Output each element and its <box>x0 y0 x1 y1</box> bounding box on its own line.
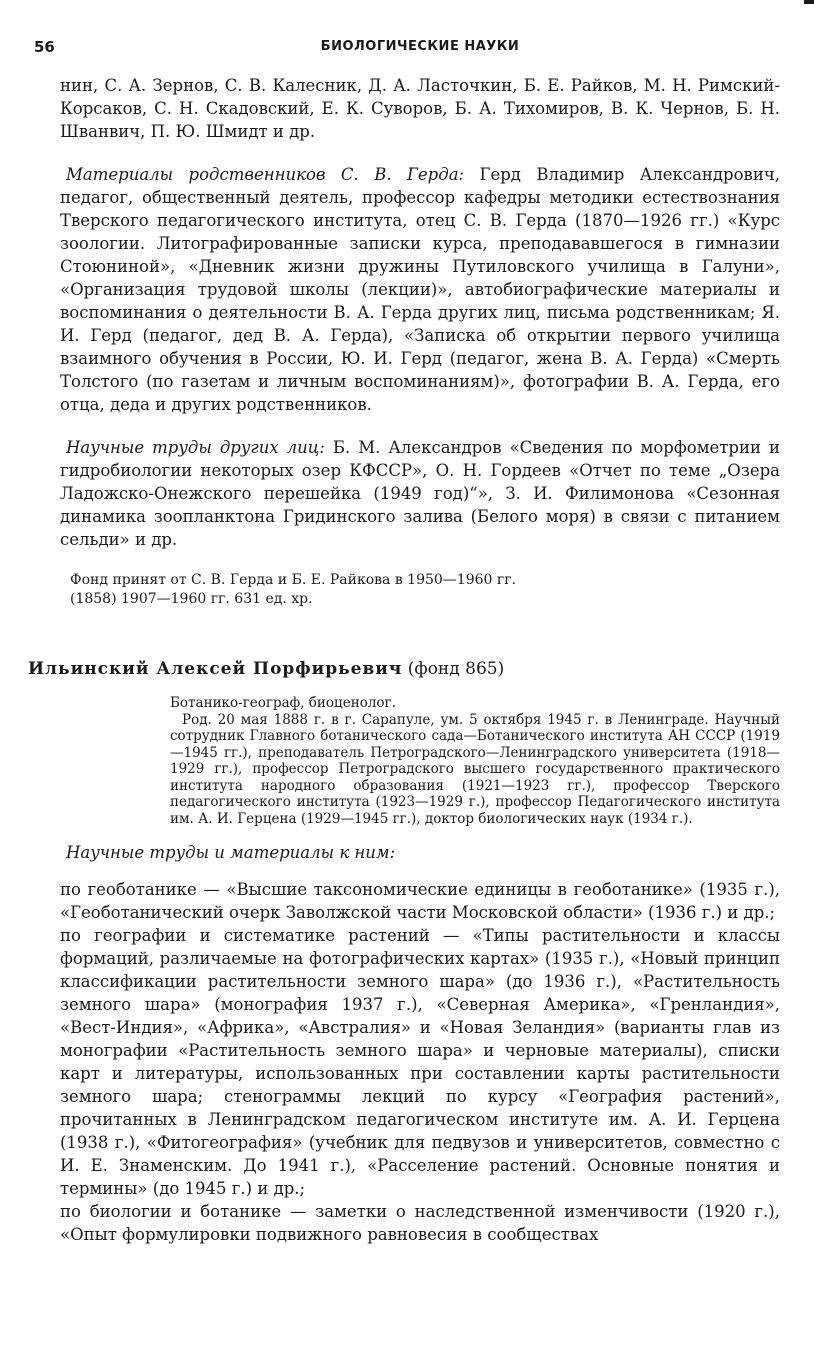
spacer <box>60 143 780 163</box>
spacer <box>60 416 780 436</box>
section-fund-number: (фонд 865) <box>402 659 505 679</box>
section-person-name: Ильинский Алексей Порфирьевич <box>28 659 403 679</box>
gerd-relatives-materials-text: Герд Владимир Александрович, педагог, общественный деятель, профессор кафедры методики естествознания Тверского педагогического института, отец С. В. Герда (1870—1926 гг.) «Курс зоологии. Литографированные записки курса, преподававшегося в гимназии Стоюниной», «Дневник жизни дружины Путиловского училища в Галуни», «Организация трудовой школы (лекции)», автобиографические материалы и воспоминания о деятельности В. А. Герда других лиц, письма родственникам; Я. И. Герд (педагог, дед В. А. Герда), «Записка об открытии первого училища взаимного обучения в России, Ю. И. Герд (педагог, жена В. А. Герда) «Смерть Толстого (по газетам и личным воспоминаниям)», фотографии В. А. Герда, его отца, деда и других родственников. <box>60 165 780 414</box>
page-number: 56 <box>34 38 55 56</box>
gerd-relatives-materials-paragraph <box>60 163 780 416</box>
other-works-text: Б. М. Александров «Сведения по морфометрии и гидробиологии некоторых озер КФССР», О. Н. Гордеев «Отчет по теме „Озера Ладожско-Онежского перешейка (1949 год)“», З. И. Филимонова «Сезонная динамика зоопланктона Гридинского залива (Белого моря) в связи с питанием сельди» и др. <box>60 438 780 549</box>
spacer <box>60 60 780 74</box>
spacer <box>60 681 780 695</box>
works-heading: Научные труды и материалы к ним: <box>66 843 396 862</box>
works-item-plant-geography: по географии и систематике растений — «Типы растительности и классы формаций, различаемые на фотографических картах» (1935 г.), «Новый принцип классификации растительности земного шара» (до 1936 г.), «Растительность земного шара» (монография 1937 г.), «Северная Америка», «Гренландия», «Вест-Индия», «Африка», «Австралия» и «Новая Зеландия» (варианты глав из монографии «Растительность земного шара» и черновые материалы), списки карт и литературы, использованных при составлении карты растительности земного шара; стенограммы лекций по курсу «География растений», прочитанных в Ленинградском педагогическом институте им. А. И. Герцена (1938 г.), «Фитогеография» (учебник для педвузов и университетов, совместно с И. Е. Знаменским. До 1941 г.), «Расселение растений. Основные понятия и термины» (до 1945 г.) и др.; <box>60 926 780 1198</box>
works-item-biology-botany: по биологии и ботанике — заметки о наследственной изменчивости (1920 г.), «Опыт формулировки подвижного равновесия в сообществах <box>60 1202 780 1244</box>
gerd-relatives-materials-label: Материалы родственников С. В. Герда: <box>66 165 465 184</box>
fund-acceptance-note <box>60 571 780 609</box>
biography-specialty: Ботанико-географ, биоценолог. <box>170 695 396 711</box>
spacer <box>60 827 780 841</box>
biography-text: Род. 20 мая 1888 г. в г. Сарапуле, ум. 5 октября 1945 г. в Ленинграде. Научный сотрудник Главного ботанического сада—Ботанического института АН СССР (1919—1945 гг.), преподаватель Петроградского—Ленинградского университета (1918—1929 гг.), профессор Петроградского высшего государственного практического института народного образования (1921—1923 гг.), профессор Тверского педагогического института (1923—1929 г.), профессор Педагогического института им. А. И. Герцена (1929—1945 гг.), доктор биологических наук (1934 г.). <box>170 711 780 827</box>
section-heading <box>28 657 780 681</box>
spacer <box>60 609 780 657</box>
spacer <box>60 864 780 878</box>
works-item-geobotany: по геоботанике — «Высшие таксономические единицы в геоботанике» (1935 г.), «Геоботанический очерк Заволжской части Московской области» (1936 г.) и др.; <box>60 880 780 922</box>
other-works-label: Научные труды других лиц: <box>66 438 325 457</box>
document-page <box>28 34 780 1246</box>
fund-note-line-1: Фонд принят от С. В. Герда и Б. Е. Райкова в 1950—1960 гг. <box>70 572 516 588</box>
spacer <box>60 551 780 571</box>
scan-edge-mark <box>804 0 814 4</box>
other-works-paragraph <box>60 436 780 551</box>
running-head <box>34 34 780 60</box>
fund-note-line-2: (1858) 1907—1960 гг. 631 ед. хр. <box>70 591 313 607</box>
running-head-title: БИОЛОГИЧЕСКИЕ НАУКИ <box>320 39 520 54</box>
biography-block <box>170 695 780 827</box>
continuation-paragraph: нин, С. А. Зернов, С. В. Калесник, Д. А. Ласточкин, Б. Е. Райков, М. Н. Римский-Корсаков, С. Н. Скадовский, Е. К. Суворов, Б. А. Тихомиров, В. К. Чернов, Б. Н. Шванвич, П. Ю. Шмидт и др. <box>60 76 780 141</box>
